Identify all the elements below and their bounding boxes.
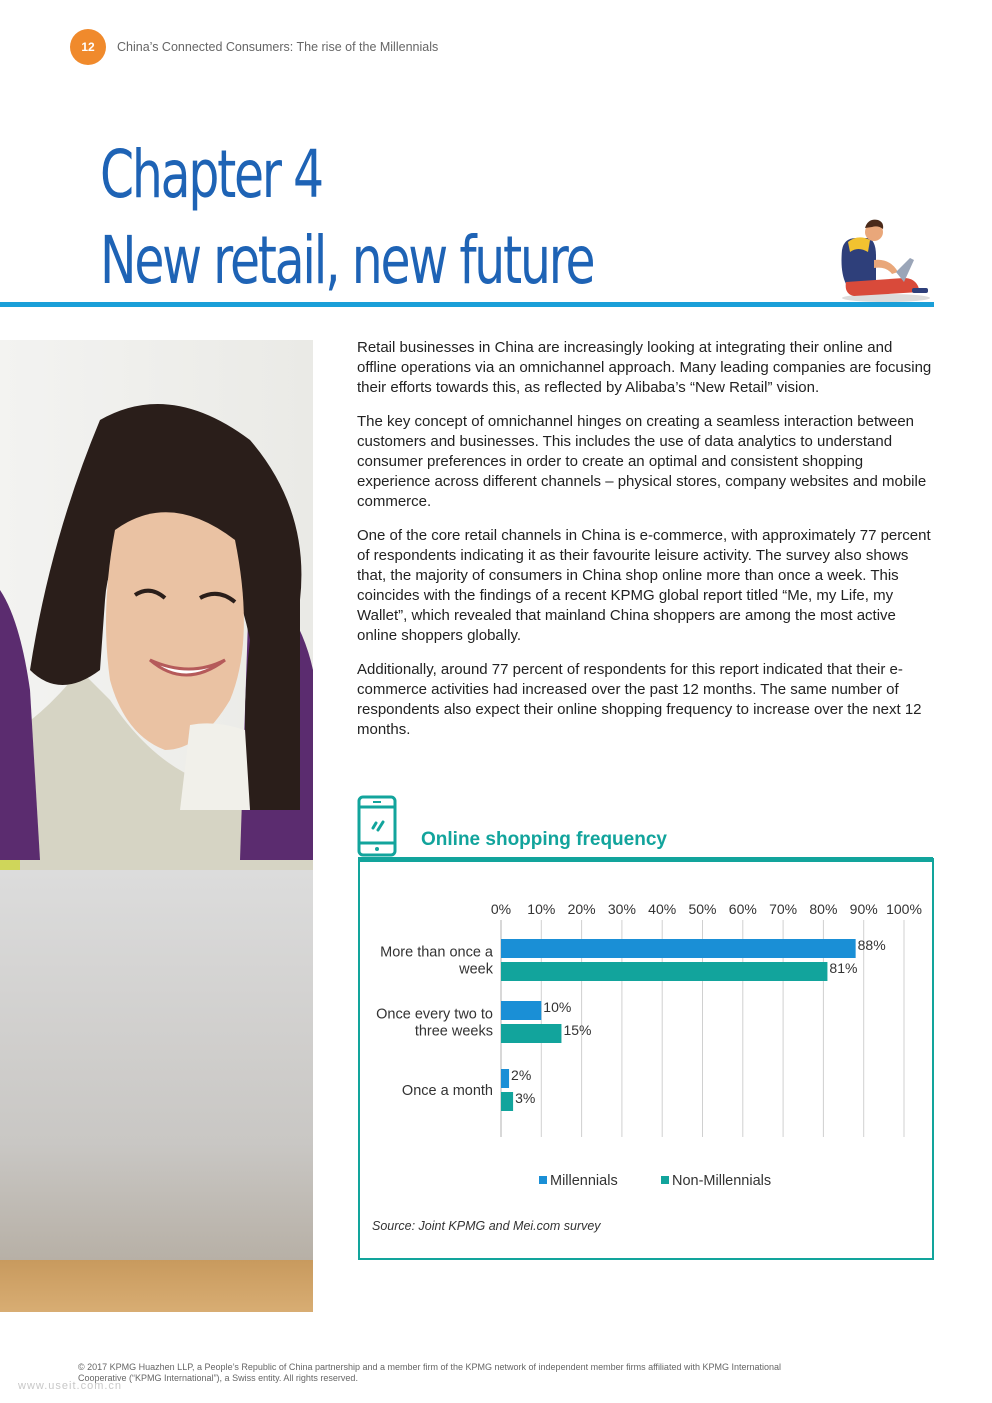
footer-line: Cooperative (“KPMG International”), a Swiss entity. All rights reserved. bbox=[78, 1373, 358, 1383]
x-tick-label: 60% bbox=[728, 901, 757, 917]
paragraph: One of the core retail channels in China is e-commerce, with approximately 77 percent of respondents indicating it as their favourite leisure activity. The survey also shows that, the majority of consumers in China shop online more than once a week. This coincides with the findings of a recent KPMG global report titled “Me, my Life, my Wallet”, which revealed that mainland China shoppers are among the most active online shoppers globally. bbox=[357, 527, 931, 644]
chart-title: Online shopping frequency bbox=[421, 829, 667, 850]
legend-label: Non-Millennials bbox=[672, 1173, 772, 1189]
bar-value-label: 2% bbox=[511, 1067, 532, 1083]
x-tick-label: 90% bbox=[849, 901, 878, 917]
legend-label: Millennials bbox=[550, 1173, 618, 1189]
paragraph: Additionally, around 77 percent of respondents for this report indicated that their e-commerce activities had increased over the past 12 months. The same number of respondents also expect their online shopping frequency to increase over the next 12 months. bbox=[357, 661, 922, 738]
x-tick-label: 10% bbox=[527, 901, 556, 917]
page-number-badge: 12 bbox=[70, 29, 106, 65]
paragraph: The key concept of omnichannel hinges on creating a seamless interaction between customers and businesses. This includes the use of data analytics to understand consumer preferences in order to create an optimal and consistent shopping experience across different channels – physical stores, company websites and mobile commerce. bbox=[357, 413, 927, 510]
bar-value-label: 88% bbox=[857, 937, 886, 953]
legend-swatch bbox=[539, 1176, 547, 1184]
bar bbox=[501, 1069, 509, 1088]
chapter-title-line1: Chapter 4 bbox=[100, 136, 322, 213]
x-tick-label: 40% bbox=[648, 901, 677, 917]
bar-value-label: 3% bbox=[515, 1090, 536, 1106]
bar-value-label: 81% bbox=[829, 960, 858, 976]
chapter-title-line2: New retail, new future bbox=[100, 222, 594, 299]
category-label: three weeks bbox=[414, 1023, 493, 1040]
bar bbox=[501, 939, 856, 958]
footer-line: © 2017 KPMG Huazhen LLP, a People’s Republic of China partnership and a member firm of the KPMG network of independent member firms affiliated with KPMG International bbox=[78, 1362, 781, 1372]
footer-copyright bbox=[78, 1362, 898, 1384]
category-label: Once every two to bbox=[376, 1006, 493, 1023]
paragraph: Retail businesses in China are increasingly looking at integrating their online and offline operations via an omnichannel approach. Many leading companies are focusing their efforts towards this, as reflected by Alibaba’s “New Retail” vision. bbox=[357, 339, 932, 396]
bar bbox=[501, 1092, 513, 1111]
x-tick-label: 0% bbox=[490, 901, 512, 917]
x-tick-label: 80% bbox=[809, 901, 838, 917]
bar-value-label: 10% bbox=[543, 999, 572, 1015]
x-tick-label: 50% bbox=[688, 901, 717, 917]
legend-swatch bbox=[661, 1176, 669, 1184]
bar bbox=[501, 962, 827, 981]
x-tick-label: 70% bbox=[769, 901, 798, 917]
x-tick-label: 100% bbox=[886, 901, 922, 917]
bar-value-label: 15% bbox=[563, 1022, 592, 1038]
chart-source: Source: Joint KPMG and Mei.com survey bbox=[372, 1219, 601, 1233]
category-label: Once a month bbox=[401, 1083, 493, 1099]
watermark: www.useit.com.cn bbox=[18, 1380, 123, 1392]
category-label: week bbox=[459, 961, 493, 978]
x-tick-label: 30% bbox=[607, 901, 636, 917]
x-tick-label: 20% bbox=[567, 901, 596, 917]
bar bbox=[501, 1024, 561, 1043]
running-header: China’s Connected Consumers: The rise of the Millennials bbox=[117, 40, 439, 54]
bar bbox=[501, 1001, 541, 1020]
category-label: More than once a bbox=[380, 944, 493, 961]
